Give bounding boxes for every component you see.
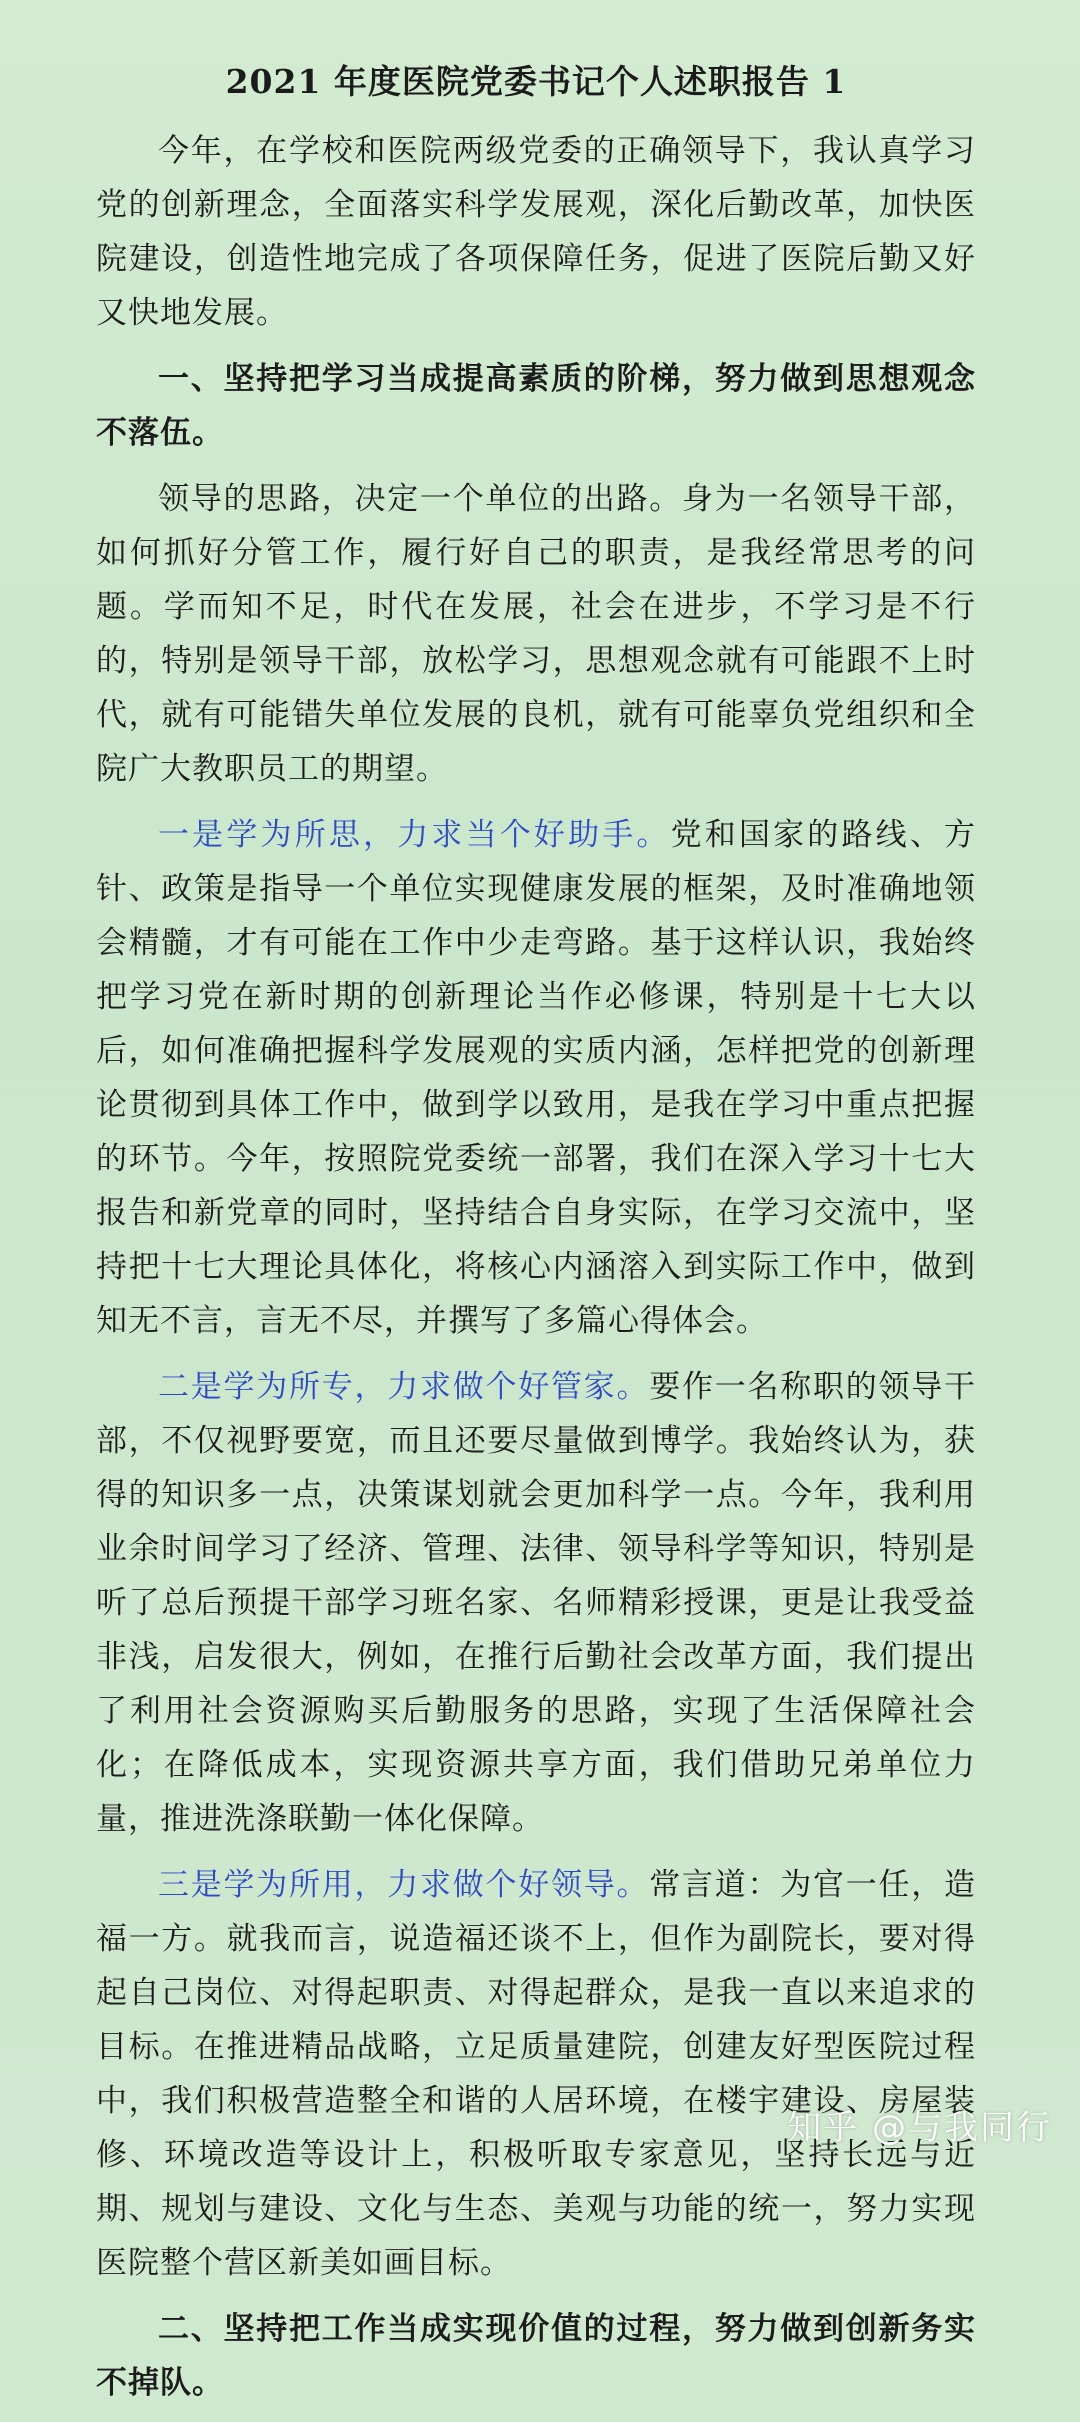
- intro-paragraph: 今年，在学校和医院两级党委的正确领导下，我认真学习党的创新理念，全面落实科学发展观，深化后勤改革，加快医院建设，创造性地完成了各项保障任务，促进了医院后勤又好又快地发展。: [96, 133, 976, 331]
- section-1-paragraph: 领导的思路，决定一个单位的出路。身为一名领导干部，如何抓好分管工作，履行好自己的职责，是我经常思考的问题。学而知不足，时代在发展，社会在进步，不学习是不行的，特别是领导干部，放松学习，思想观念就有可能跟不上时代，就有可能错失单位发展的良机，就有可能辜负党组织和全院广大教职员工的期望。: [96, 481, 976, 787]
- point-2-text: 要作一名称职的领导干部，不仅视野要宽，而且还要尽量做到博学。我始终认为，获得的知识多一点，决策谋划就会更加科学一点。今年，我利用业余时间学习了经济、管理、法律、领导科学等知识，特别是听了总后预提干部学习班名家、名师精彩授课，更是让我受益非浅，启发很大，例如，在推行后勤社会改革方面，我们提出了利用社会资源购买后勤服务的思路，实现了生活保障社会化；在降低成本，实现资源共享方面，我们借助兄弟单位力量，推进洗涤联勤一体化保障。: [96, 1369, 976, 1837]
- point-3-lead: 三是学为所用，力求做个好领导。: [158, 1867, 650, 1903]
- point-3-text: 常言道：为官一任，造福一方。就我而言，说造福还谈不上，但作为副院长，要对得起自己岗位、对得起职责、对得起群众，是我一直以来追求的目标。在推进精品战略，立足质量建院，创建友好型医院过程中，我们积极营造整全和谐的人居环境，在楼宇建设、房屋装修、环境改造等设计上，积极听取专家意见，坚持长远与近期、规划与建设、文化与生态、美观与功能的统一，努力实现医院整个营区新美如画目标。: [96, 1867, 976, 2281]
- point-2-lead: 二是学为所专，力求做个好管家。: [158, 1369, 650, 1405]
- point-2-paragraph: [96, 1360, 976, 1846]
- document-body: [96, 58, 976, 2422]
- section-2-heading: 二、坚持把工作当成实现价值的过程，努力做到创新务实不掉队。: [96, 2311, 976, 2401]
- section-1-heading: 一、坚持把学习当成提高素质的阶梯，努力做到思想观念不落伍。: [96, 361, 976, 451]
- document-title: 2021 年度医院党委书记个人述职报告 1: [225, 62, 847, 101]
- zhihu-watermark: 知乎 @与我同行: [787, 2108, 1052, 2148]
- point-3-paragraph: [96, 1858, 976, 2290]
- point-1-text: 党和国家的路线、方针、政策是指导一个单位实现健康发展的框架，及时准确地领会精髓，才有可能在工作中少走弯路。基于这样认识，我始终把学习党在新时期的创新理论当作必修课，特别是十七大以后，如何准确把握科学发展观的实质内涵，怎样把党的创新理论贯彻到具体工作中，做到学以致用，是我在学习中重点把握的环节。今年，按照院党委统一部署，我们在深入学习十七大报告和新党章的同时，坚持结合自身实际，在学习交流中，坚持把十七大理论具体化，将核心内涵溶入到实际工作中，做到知无不言，言无不尽，并撰写了多篇心得体会。: [96, 817, 976, 1339]
- point-1-lead: 一是学为所思，力求当个好助手。: [158, 817, 671, 853]
- point-1-paragraph: [96, 808, 976, 1348]
